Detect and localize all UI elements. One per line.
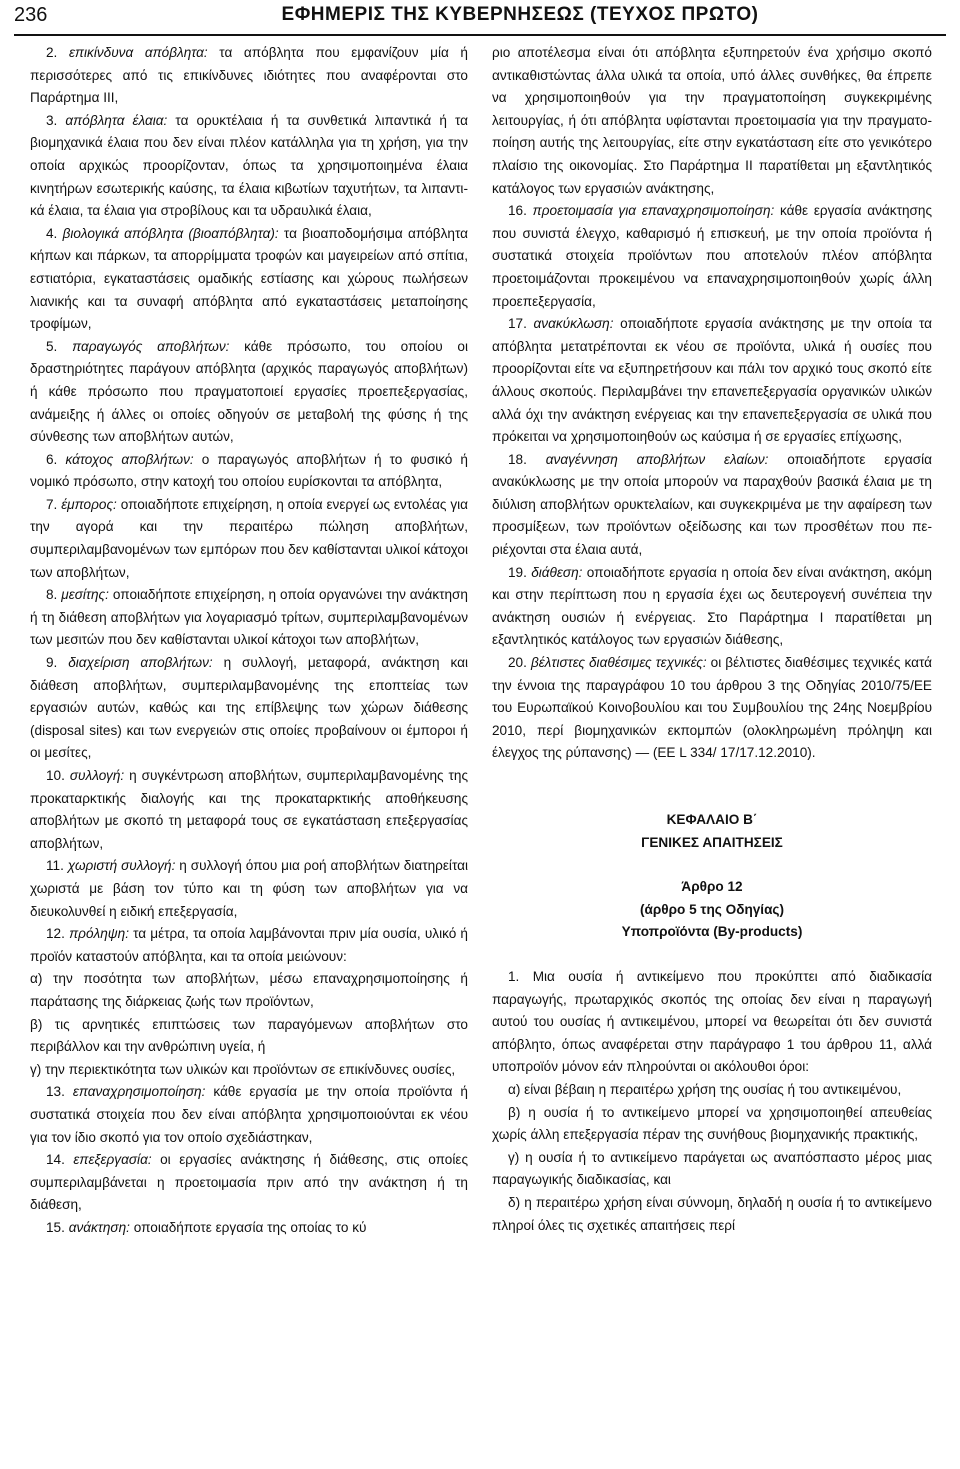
header-rule (14, 34, 946, 36)
definition-14: 14. επεξεργασία: οι εργασίες ανάκτησης ή διάθεσης, στις οποίες συμπεριλαμβάνεται η προετοιμασία πριν από την ανάκτηση ή τη διάθεση, (30, 1152, 468, 1213)
definition-17: 17. ανακύκλωση: οποιαδήποτε εργασία ανάκτησης με την οποία τα απόβλητα μετατρέπονται εκ νέου σε προϊόντα, υλικά ή ουσίες που προορίζονται είτε να εξυπηρετήσουν και πάλι τον αρχικό τους σκοπό είτε άλλους σκοπούς. Περιλαμβάνει την επανεπεξεργασία οργανικών υλικών αλλά όχι την ανάκτηση ενέργειας και την επανεπεξεργασία σε υλικά που πρόκειται να χρησιμοποιηθούν ως καύσιμα ή σε εργασίες επίχωσης, (492, 316, 933, 445)
article-paragraph-1-c: γ) η ουσία ή το αντικείμενο παράγεται ως αναπόσπαστο μέρος μιας παραγωγικής διαδικασίας, και (492, 1149, 932, 1188)
definition-12-c: γ) την περιεκτικότητα των υλικών και προϊόντων σε επικίνδυνες ουσίες, (30, 1061, 456, 1077)
article-paragraph-1-b: β) η ουσία ή το αντικείμενο μπορεί να χρησιμοποιηθεί απευθείας χωρίς άλλη επεξεργασία πέραν της συνήθους βιομηχανικής πρακτικής, (492, 1104, 932, 1143)
article-heading: Άρθρο 12 (681, 879, 743, 895)
page-header (0, 0, 960, 42)
article-reference: (άρθρο 5 της Οδηγίας) (639, 901, 785, 917)
definition-3: 3. απόβλητα έλαια: τα ορυκτέλαια ή τα συνθετικά λιπαντικά ή τα βιομηχανικά έλαια που δεν είναι πλέον κατάλληλα για τη χρήση, για την οποία αρχικώς προορίζονταν, όπως τα χρησιμοποιημένα έλαια κινητήρων εσωτερικής καύσης, τα έλαια κιβωτίων ταχυτήτων, τα λιπαντικά έλαια, τα έλαια για στροβίλους και τα υδραυλικά έλαια, (30, 112, 469, 219)
definition-10: 10. συλλογή: η συγκέντρωση αποβλήτων, συμπεριλαμβανομένης της προκαταρκτικής διαλογής και της προκαταρκτικής αποθήκευσης αποβλήτων με σκοπό τη μεταφορά τους σε εγκατάσταση επεξεργασίας αποβλήτων, (30, 768, 468, 851)
definition-16: 16. προετοιμασία για επαναχρησιμοποίηση: κάθε εργασία ανάκτησης που συνιστά έλεγχο, καθαρισμό ή επισκευή, με την οποία προϊόντα ή συστατικά στοιχεία προϊόντων που αποτελούν πλέον απόβλητα προετοιμάζονται προκειμένου να επαναχρησιμοποιηθούν χωρίς άλλη προεπεξεργασία, (492, 203, 933, 309)
definition-6: 6. κάτοχος αποβλήτων: ο παραγωγός αποβλήτων ή το φυσικό ή νομικό πρόσωπο, στην κατοχή του οποίου ευρίσκονται τα απόβλητα, (30, 451, 468, 490)
definition-18: 18. αναγέννηση αποβλήτων ελαίων: οποιαδήποτε εργασία ανακύκλωσης με την οποία μπορούν να παραχθούν βασικά έλαια με τη διύλιση αποβλήτων ορυκτελαίων, και συγκεκριμένα με την αφαίρεση των προσμίξεων, των προϊόντων οξείδωσης και των προσθέτων που περιέχονται στα έλαια αυτά, (492, 451, 932, 558)
definition-5: 5. παραγωγός αποβλήτων: κάθε πρόσωπο, του οποίου οι δραστηριότητες παράγουν απόβλητα (αρχικός παραγωγός αποβλήτων) ή κάθε πρόσωπο που πραγματοποιεί εργασίες προεπεξεργασίας, ανάμειξης ή άλλες οι οποίες οδηγούν σε μεταβολή της φύσης ή της σύνθεσης των αποβλήτων αυτών, (30, 338, 469, 445)
left-column (30, 42, 468, 1239)
definition-7: 7. έμπορος: οποιαδήποτε επιχείρηση, η οποία ενεργεί ως εντολέας για την αγορά και την περαιτέρω πώληση αποβλήτων, συμπεριλαμβανομένων των εμπόρων που δεν καθίστανται υλικοί κάτοχοι των αποβλήτων, (30, 496, 468, 580)
right-column (492, 42, 932, 1237)
definition-4: 4. βιολογικά απόβλητα (βιοαπόβλητα): τα βιοαποδομήσιμα απόβλητα κήπων και πάρκων, τα απορρίμματα τροφών και μαγειρείων από σπίτια, εστιατόρια, εγκαταστάσεις ομαδικής εστίασης και χώρους πωλήσεων λιανικής και τα συναφή απόβλητα από εγκαταστάσεις μεταποίησης τροφίμων, (30, 225, 468, 332)
definition-2: 2. επικίνδυνα απόβλητα: τα απόβλητα που εμφανίζουν μία ή περισσότερες από τις επικίνδυνες ιδιότητες που αναφέρονται στο Παράρτημα ΙΙΙ, (30, 45, 468, 106)
spacer (492, 787, 932, 809)
definition-19: 19. διάθεση: οποιαδήποτε εργασία η οποία δεν είναι ανάκτηση, ακόμη και στην περίπτωση που η εργασία έχει ως δευτερογενή συνέπεια την ανάκτηση ουσιών ή ενέργειας. Στο Παράρτημα Ι παρατίθεται μη εξαντλητικός κατάλογος των εργασιών διάθεσης, (492, 564, 932, 648)
article-title: Υποπροϊόντα (By-products) (621, 924, 803, 940)
spacer (492, 944, 932, 966)
article-paragraph-1: 1. Μια ουσία ή αντικείμενο που προκύπτει από διαδικασία παραγωγής, πρωταρχικός σκοπός της οποίας δεν είναι η παραγωγή αυτού του ουσίας ή αντικειμένου, μπορεί να θεωρείται ότι δεν συνιστά απόβλητο, όπως αναφέρεται στην παράγραφο 1 του άρθρου 11, αλλά υποπροϊόν μόνον εάν πληρούνται οι ακόλουθοι όροι: (492, 968, 932, 1075)
definition-15-continued: ριο αποτέλεσμα είναι ότι απόβλητα εξυπηρετούν ένα χρήσιμο σκοπό αντικαθιστώντας άλλα υλικά τα οποία, υπό άλλες συνθήκες, θα έπρεπε να χρησιμοποιηθούν για την πραγματοποίηση συγκεκριμένης λειτουργίας, ή ότι απόβλητα υφίστανται προετοιμασία για την πραγματοποίηση αυτής της λειτουργίας, είτε στην εγκατάσταση είτε στο γενικότερο πλαίσιο της οικονομίας. Στο Παράρτημα ΙΙ παρατίθεται μη εξαντλητικός κατάλογος των εργασιών ανάκτησης, (492, 45, 932, 196)
definition-12: 12. πρόληψη: τα μέτρα, τα οποία λαμβάνονται πριν μία ουσία, υλικό ή προϊόν καταστούν απόβλητα, και τα οποία μειώνουν: (30, 926, 468, 964)
definition-8: 8. μεσίτης: οποιαδήποτε επιχείρηση, η οποία οργανώνει την ανάκτηση ή τη διάθεση αποβλήτων για λογαριασμό τρίτων, συμπεριλαμβανομένων των μεσιτών που δεν καθίστανται υλικοί κάτοχοι των αποβλήτων, (30, 587, 468, 648)
definition-12-a: α) την ποσότητα των αποβλήτων, μέσω επαναχρησιμοποίησης ή παράτασης της διάρκειας ζωής των προϊόντων, (30, 971, 468, 1009)
definition-20: 20. βέλτιστες διαθέσιμες τεχνικές: οι βέλτιστες διαθέσιμες τεχνικές κατά την έννοια της παραγράφου 10 του άρθρου 3 της Οδηγίας 2010/75/ΕΕ του Ευρωπαϊκού Κοινοβουλίου και του Συμβουλίου της 24ης Νοεμβρίου 2010, περί βιομηχανικών εκπομπών (ολοκληρωμένη πρόληψη και έλεγχος της ρύπανσης) — (ΕΕ L 334/ 17/17.12.2010). (492, 655, 932, 761)
chapter-title: ΓΕΝΙΚΕΣ ΑΠΑΙΤΗΣΕΙΣ (641, 834, 783, 850)
definition-13: 13. επαναχρησιμοποίηση: κάθε εργασία με την οποία προϊόντα ή συστατικά στοιχεία που δεν είναι απόβλητα χρησιμοποιούνται εκ νέου για τον ίδιο σκοπό για τον οποίο σχεδιάστηκαν, (30, 1084, 468, 1145)
article-paragraph-1-a: α) είναι βέβαιη η περαιτέρω χρήση της ουσίας ή του αντικειμένου, (508, 1081, 902, 1097)
definition-9: 9. διαχείριση αποβλήτων: η συλλογή, μεταφορά, ανάκτηση και διάθεση αποβλήτων, συμπεριλαμβανομένης της εποπτείας των εργασιών αυτών, καθώς και της επίβλεψης των χώρων διάθεσης (disposal sites) και των ενεργειών στις οποίες προβαίνουν οι έμποροι ή οι μεσίτες, (30, 655, 468, 761)
chapter-heading: ΚΕΦΑΛΑΙΟ Β΄ (666, 812, 758, 827)
definition-12-b: β) τις αρνητικές επιπτώσεις των παραγόμενων αποβλήτων στο περιβάλλον και την ανθρώπινη υγεία, ή (30, 1016, 468, 1055)
page-number: 236 (14, 4, 48, 26)
definition-15: 15. ανάκτηση: οποιαδήποτε εργασία της οποίας το κύ (46, 1219, 367, 1235)
spacer (492, 854, 932, 876)
spacer (492, 765, 932, 787)
article-paragraph-1-d: δ) η περαιτέρω χρήση είναι σύννομη, δηλαδή η ουσία ή το αντικείμενο πληροί όλες τις σχετικές απαιτήσεις περί (492, 1194, 932, 1233)
journal-title: ΕΦΗΜΕΡΙΣ ΤΗΣ ΚΥΒΕΡΝΗΣΕΩΣ (ΤΕΥΧΟΣ ΠΡΩΤΟ) (281, 4, 759, 25)
definition-11: 11. χωριστή συλλογή: η συλλογή όπου μια ροή αποβλήτων διατηρείται χωριστά με βάση τον τύπο και τη φύση των αποβλήτων για να διευκολυνθεί η ειδική επεξεργασία, (30, 858, 468, 919)
